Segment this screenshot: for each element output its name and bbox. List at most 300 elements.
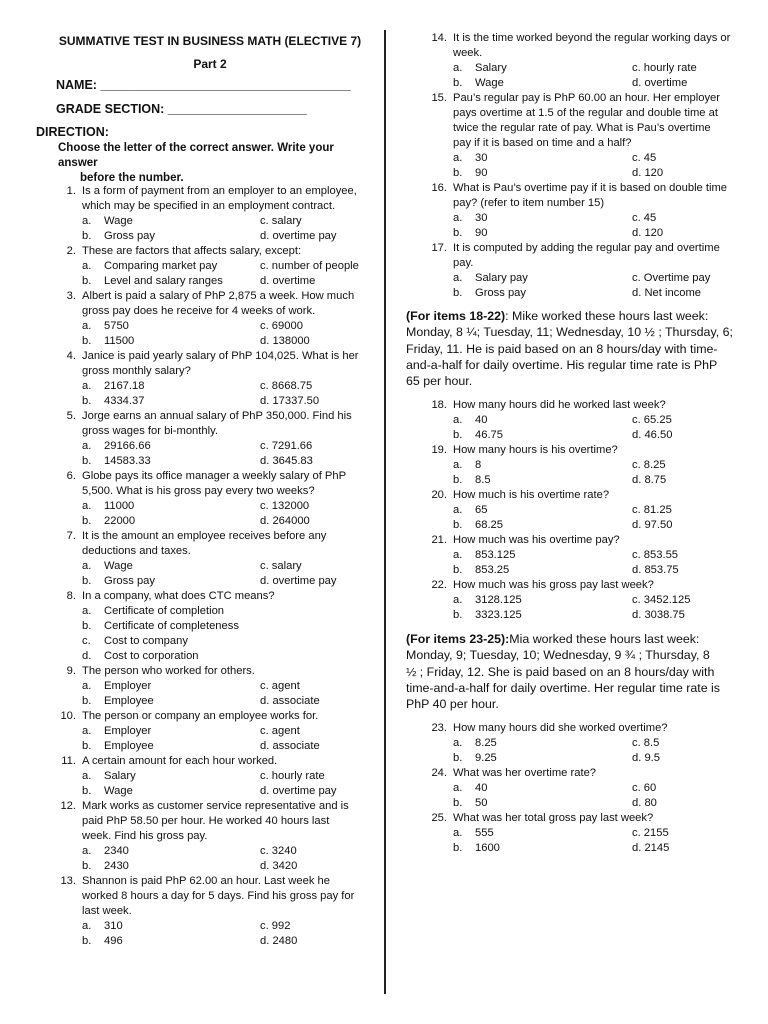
question-line: gross pay does he receive for 4 weeks of work. xyxy=(82,305,316,317)
question-item xyxy=(56,529,366,589)
question-text xyxy=(82,874,366,919)
option-text: 30 xyxy=(475,152,488,164)
option-letter: b. xyxy=(82,395,92,407)
question-number: 4. xyxy=(66,350,76,362)
answer-options xyxy=(453,503,737,533)
option-letter: b. xyxy=(453,227,463,239)
question-line: The person who worked for others. xyxy=(82,665,255,677)
option-text: 68.25 xyxy=(475,519,503,531)
answer-option xyxy=(82,604,224,619)
question-item xyxy=(56,349,366,409)
answer-option xyxy=(632,841,669,856)
option-row xyxy=(82,604,366,619)
question-line: paid PhP 58.50 per hour. He worked 40 hours last xyxy=(82,815,330,827)
option-text: c. 65.25 xyxy=(632,414,672,426)
option-row xyxy=(82,454,366,469)
question-line: What is Pau’s overtime pay if it is based on double time xyxy=(453,182,728,194)
option-text: c. salary xyxy=(260,215,302,227)
answer-options xyxy=(82,499,366,529)
scenario-line: PhP 40 per hour. xyxy=(406,697,499,712)
option-letter: b. xyxy=(453,429,463,441)
option-text: c. 992 xyxy=(260,920,291,932)
option-letter: a. xyxy=(82,500,92,512)
answer-option xyxy=(453,413,487,428)
option-letter: b. xyxy=(82,455,92,467)
answer-option xyxy=(632,593,690,608)
answer-options xyxy=(453,458,737,488)
option-row xyxy=(453,151,737,166)
answer-options xyxy=(82,919,366,949)
option-row xyxy=(82,334,366,349)
scenario-intro: Mia worked these hours last week: xyxy=(509,632,700,646)
question-line: It is the time worked beyond the regular working days or xyxy=(453,32,731,44)
option-text: Employee xyxy=(104,695,154,707)
option-row xyxy=(453,593,737,608)
option-text: Comparing market pay xyxy=(104,260,218,272)
question-text xyxy=(453,766,737,781)
question-item xyxy=(56,589,366,664)
option-text: d. 138000 xyxy=(260,335,310,347)
option-text: Gross pay xyxy=(104,230,155,242)
option-row xyxy=(453,781,737,796)
scenario-line: and-a-half for daily overtime. His regular time rate is PhP xyxy=(406,357,718,372)
answer-options xyxy=(82,559,366,589)
question-text xyxy=(82,289,366,319)
question-number: 15. xyxy=(431,92,447,104)
option-text: Wage xyxy=(104,215,133,227)
answer-option xyxy=(82,274,223,289)
answer-option xyxy=(260,334,310,349)
option-text: d. overtime pay xyxy=(260,230,337,242)
question-line: How much was his gross pay last week? xyxy=(453,579,654,591)
question-text xyxy=(453,578,737,593)
option-letter: b. xyxy=(453,842,463,854)
question-number: 23. xyxy=(431,722,447,734)
option-row xyxy=(453,211,737,226)
question-line: pay if it is based on time and a half? xyxy=(453,137,632,149)
option-letter: b. xyxy=(453,287,463,299)
option-letter: a. xyxy=(453,414,463,426)
option-letter: b. xyxy=(82,935,92,947)
option-text: d. 46.50 xyxy=(632,429,673,441)
question-number: 8. xyxy=(66,590,76,602)
option-text: 50 xyxy=(475,797,488,809)
option-text: Employer xyxy=(104,680,152,692)
answer-option xyxy=(632,61,697,76)
option-text: d. 120 xyxy=(632,227,664,239)
answer-option xyxy=(260,784,336,799)
option-text: 30 xyxy=(475,212,488,224)
option-text: 3128.125 xyxy=(475,594,522,606)
option-letter: b. xyxy=(453,474,463,486)
option-text: 1600 xyxy=(475,842,500,854)
question-text xyxy=(453,241,737,271)
option-letter: b. xyxy=(453,752,463,764)
option-row xyxy=(82,214,366,229)
option-text: c. 853.55 xyxy=(632,549,679,561)
option-text: Salary xyxy=(475,62,507,74)
option-text: c. agent xyxy=(260,725,300,737)
option-row xyxy=(453,76,737,91)
question-number: 21. xyxy=(431,534,447,546)
option-letter: b. xyxy=(82,275,92,287)
question-number: 25. xyxy=(431,812,447,824)
option-text: Salary xyxy=(104,770,136,782)
answer-option xyxy=(82,919,123,934)
answer-option xyxy=(260,439,312,454)
question-line: What was her overtime rate? xyxy=(453,767,597,779)
answer-option xyxy=(260,694,320,709)
answer-option xyxy=(82,859,129,874)
option-row xyxy=(82,694,366,709)
option-text: 3323.125 xyxy=(475,609,522,621)
question-line: week. xyxy=(453,47,483,59)
question-line: How many hours did he worked last week? xyxy=(453,399,666,411)
option-text: d. 80 xyxy=(632,797,657,809)
items-18-22-scenario xyxy=(406,308,736,389)
answer-option xyxy=(260,514,310,529)
scenario-line: Friday, 11. He is paid based on an 8 hours/day with time- xyxy=(406,341,718,356)
question-item xyxy=(427,398,737,443)
option-row xyxy=(453,503,737,518)
answer-options xyxy=(453,151,737,181)
answer-option xyxy=(453,286,526,301)
option-text: c. salary xyxy=(260,560,302,572)
answer-option xyxy=(82,439,151,454)
option-text: 853.25 xyxy=(475,564,510,576)
scenario-intro: : Mike worked these hours last week: xyxy=(505,309,709,323)
scenario-line: 65 per hour. xyxy=(406,374,473,389)
option-row xyxy=(82,379,366,394)
option-text: 90 xyxy=(475,227,488,239)
answer-option xyxy=(453,796,487,811)
question-line: 5,500. What is his gross pay every two weeks? xyxy=(82,485,315,497)
direction-line: Choose the letter of the correct answer. Write your answer xyxy=(58,142,334,169)
answer-option xyxy=(453,826,494,841)
answer-options xyxy=(82,679,366,709)
answer-option xyxy=(632,76,687,91)
option-letter: b. xyxy=(82,620,92,632)
answer-option xyxy=(453,61,507,76)
scenario-line: time-and-a-half for daily overtime. Her regular time rate is xyxy=(406,680,721,695)
option-text: d. 3645.83 xyxy=(260,455,313,467)
answer-option xyxy=(260,214,302,229)
option-text: 11500 xyxy=(104,335,135,347)
option-text: Employee xyxy=(104,740,154,752)
question-item xyxy=(427,578,737,623)
option-text: 2430 xyxy=(104,860,129,872)
question-item xyxy=(427,241,737,301)
question-text xyxy=(82,754,366,769)
option-text: 46.75 xyxy=(475,429,503,441)
option-row xyxy=(453,518,737,533)
option-text: c. 8668.75 xyxy=(260,380,313,392)
option-row xyxy=(453,473,737,488)
answer-options xyxy=(82,604,366,664)
option-letter: b. xyxy=(453,167,463,179)
option-text: Level and salary ranges xyxy=(104,275,223,287)
option-text: 2340 xyxy=(104,845,129,857)
question-text xyxy=(453,443,737,458)
answer-option xyxy=(453,781,487,796)
option-text: Certificate of completion xyxy=(104,605,225,617)
answer-option xyxy=(632,226,663,241)
answer-option xyxy=(632,781,656,796)
option-row xyxy=(453,226,737,241)
question-line: gross wages for bi-monthly. xyxy=(82,425,218,437)
question-text xyxy=(82,709,366,724)
answer-option xyxy=(82,649,199,664)
answer-option xyxy=(82,694,154,709)
answer-option xyxy=(632,751,660,766)
question-number: 1. xyxy=(66,185,76,197)
answer-options xyxy=(82,439,366,469)
option-row xyxy=(453,61,737,76)
question-item xyxy=(427,443,737,488)
answer-options xyxy=(82,379,366,409)
direction-label: DIRECTION: xyxy=(36,125,109,139)
question-number: 10. xyxy=(60,710,76,722)
option-row xyxy=(82,439,366,454)
answer-option xyxy=(632,151,656,166)
option-text: c. hourly rate xyxy=(260,770,325,782)
question-line: How much is his overtime rate? xyxy=(453,489,610,501)
answer-options xyxy=(82,214,366,244)
option-letter: b. xyxy=(453,519,463,531)
option-text: Cost to company xyxy=(104,635,188,647)
option-row xyxy=(453,796,737,811)
option-letter: a. xyxy=(82,680,92,692)
question-item xyxy=(56,709,366,754)
question-line: It is the amount an employee receives before any xyxy=(82,530,327,542)
option-row xyxy=(453,428,737,443)
option-letter: a. xyxy=(82,320,92,332)
answer-option xyxy=(632,548,678,563)
answer-option xyxy=(453,503,487,518)
option-text: 40 xyxy=(475,782,488,794)
answer-option xyxy=(82,334,134,349)
answer-option xyxy=(453,751,497,766)
answer-option xyxy=(632,608,685,623)
question-line: worked 8 hours a day for 5 days. Find his gross pay for xyxy=(82,890,355,902)
question-item xyxy=(427,766,737,811)
option-text: 14583.33 xyxy=(104,455,151,467)
question-number: 9. xyxy=(66,665,76,677)
answer-option xyxy=(453,473,491,488)
question-line: pays overtime at 1.5 of the regular and double time at xyxy=(453,107,718,119)
answer-option xyxy=(82,379,144,394)
option-row xyxy=(82,619,366,634)
option-row xyxy=(82,859,366,874)
question-text xyxy=(82,184,366,214)
option-text: d. 3420 xyxy=(260,860,298,872)
answer-option xyxy=(632,736,659,751)
answer-options xyxy=(453,593,737,623)
question-line: twice the regular rate of pay. What is Pau’s overtime xyxy=(453,122,711,134)
answer-option xyxy=(260,559,302,574)
option-letter: a. xyxy=(453,737,463,749)
answer-option xyxy=(260,229,336,244)
question-item xyxy=(56,469,366,529)
option-text: d. overtime pay xyxy=(260,785,337,797)
option-text: 11000 xyxy=(104,500,135,512)
question-item xyxy=(427,533,737,578)
option-text: 8.5 xyxy=(475,474,491,486)
option-row xyxy=(82,319,366,334)
question-line: pay? (refer to item number 15) xyxy=(453,197,605,209)
question-line: Pau’s regular pay is PhP 60.00 an hour. Her employer xyxy=(453,92,721,104)
option-row xyxy=(82,649,366,664)
answer-option xyxy=(82,844,129,859)
option-text: Salary pay xyxy=(475,272,528,284)
answer-option xyxy=(453,608,522,623)
question-item xyxy=(56,184,366,244)
question-text xyxy=(82,799,366,844)
answer-option xyxy=(82,739,154,754)
question-text xyxy=(453,91,737,151)
answer-option xyxy=(453,76,504,91)
option-letter: b. xyxy=(82,230,92,242)
option-text: Employer xyxy=(104,725,152,737)
answer-options xyxy=(453,61,737,91)
option-row xyxy=(82,274,366,289)
option-text: Cost to corporation xyxy=(104,650,199,662)
option-row xyxy=(453,458,737,473)
question-line: Globe pays its office manager a weekly salary of PhP xyxy=(82,470,347,482)
option-letter: b. xyxy=(453,564,463,576)
question-line: Shannon is paid PhP 62.00 an hour. Last week he xyxy=(82,875,330,887)
answer-option xyxy=(82,679,151,694)
answer-options xyxy=(82,259,366,289)
answer-option xyxy=(632,503,672,518)
question-item xyxy=(56,874,366,949)
option-text: d. 2480 xyxy=(260,935,298,947)
option-row xyxy=(82,724,366,739)
option-letter: a. xyxy=(82,260,92,272)
option-row xyxy=(453,286,737,301)
answer-option xyxy=(260,844,297,859)
question-line: How many hours did she worked overtime? xyxy=(453,722,668,734)
option-text: 310 xyxy=(104,920,123,932)
answer-option xyxy=(82,784,133,799)
answer-option xyxy=(453,458,481,473)
option-text: c. 60 xyxy=(632,782,657,794)
answer-option xyxy=(632,458,666,473)
option-letter: b. xyxy=(82,740,92,752)
question-item xyxy=(427,488,737,533)
answer-option xyxy=(453,548,515,563)
option-text: d. overtime pay xyxy=(260,575,337,587)
answer-option xyxy=(453,226,487,241)
answer-option xyxy=(260,919,290,934)
option-letter: a. xyxy=(453,272,463,284)
question-line: Janice is paid yearly salary of PhP 104,025. What is her xyxy=(82,350,359,362)
option-row xyxy=(453,548,737,563)
option-text: d. 120 xyxy=(632,167,664,179)
answer-option xyxy=(82,454,151,469)
option-text: Wage xyxy=(104,560,133,572)
question-text xyxy=(453,488,737,503)
answer-option xyxy=(82,394,144,409)
direction-line: before the number. xyxy=(80,172,184,184)
option-text: c. hourly rate xyxy=(632,62,697,74)
answer-option xyxy=(82,934,123,949)
option-letter: d. xyxy=(82,650,92,662)
option-text: 65 xyxy=(475,504,488,516)
answer-option xyxy=(453,151,487,166)
option-letter: a. xyxy=(82,215,92,227)
option-text: 9.25 xyxy=(475,752,497,764)
scenario-line: Monday, 9; Tuesday, 10; Wednesday, 9 ¾ ; Thursday, 8 xyxy=(406,648,710,663)
answer-options xyxy=(82,769,366,799)
question-item xyxy=(427,811,737,856)
question-line: week. Find his gross pay. xyxy=(82,830,208,842)
answer-options xyxy=(453,271,737,301)
answer-option xyxy=(82,559,133,574)
option-letter: b. xyxy=(82,695,92,707)
answer-option xyxy=(82,574,155,589)
question-line: These are factors that affects salary, except: xyxy=(82,245,302,257)
option-text: c. 3240 xyxy=(260,845,297,857)
answer-option xyxy=(260,379,312,394)
option-letter: b. xyxy=(82,860,92,872)
option-text: c. 69000 xyxy=(260,320,303,332)
question-item xyxy=(427,181,737,241)
answer-option xyxy=(453,211,487,226)
option-text: c. 45 xyxy=(632,152,657,164)
option-row xyxy=(82,919,366,934)
option-text: d. associate xyxy=(260,695,320,707)
question-line: deductions and taxes. xyxy=(82,545,191,557)
answer-option xyxy=(260,454,313,469)
question-line: What was her total gross pay last week? xyxy=(453,812,654,824)
question-text xyxy=(453,533,737,548)
option-text: 8.25 xyxy=(475,737,497,749)
option-text: c. agent xyxy=(260,680,300,692)
answer-option xyxy=(260,739,320,754)
question-item xyxy=(56,289,366,349)
question-line: In a company, what does CTC means? xyxy=(82,590,275,602)
option-letter: a. xyxy=(82,725,92,737)
option-text: 2167.18 xyxy=(104,380,145,392)
question-number: 13. xyxy=(60,875,76,887)
answer-option xyxy=(260,394,319,409)
option-text: d. 17337.50 xyxy=(260,395,320,407)
option-text: 555 xyxy=(475,827,494,839)
column-divider xyxy=(384,30,386,994)
option-text: Gross pay xyxy=(475,287,526,299)
question-line: pay. xyxy=(453,257,474,269)
question-number: 5. xyxy=(66,410,76,422)
scenario-line: ½ ; Friday, 12. She is paid based on an 8 hours/day with xyxy=(406,664,715,679)
answer-option xyxy=(453,563,509,578)
answer-option xyxy=(82,769,136,784)
question-line: last week. xyxy=(82,905,132,917)
question-line: Albert is paid a salary of PhP 2,875 a week. How much xyxy=(82,290,355,302)
answer-option xyxy=(260,769,325,784)
answer-options xyxy=(453,211,737,241)
question-line: How many hours is his overtime? xyxy=(453,444,618,456)
option-text: Wage xyxy=(104,785,133,797)
option-letter: a. xyxy=(453,549,463,561)
answer-option xyxy=(453,841,500,856)
answer-option xyxy=(632,211,656,226)
option-text: 8 xyxy=(475,459,482,471)
answer-options xyxy=(453,781,737,811)
option-text: 853.125 xyxy=(475,549,516,561)
question-number: 14. xyxy=(431,32,447,44)
question-text xyxy=(453,181,737,211)
